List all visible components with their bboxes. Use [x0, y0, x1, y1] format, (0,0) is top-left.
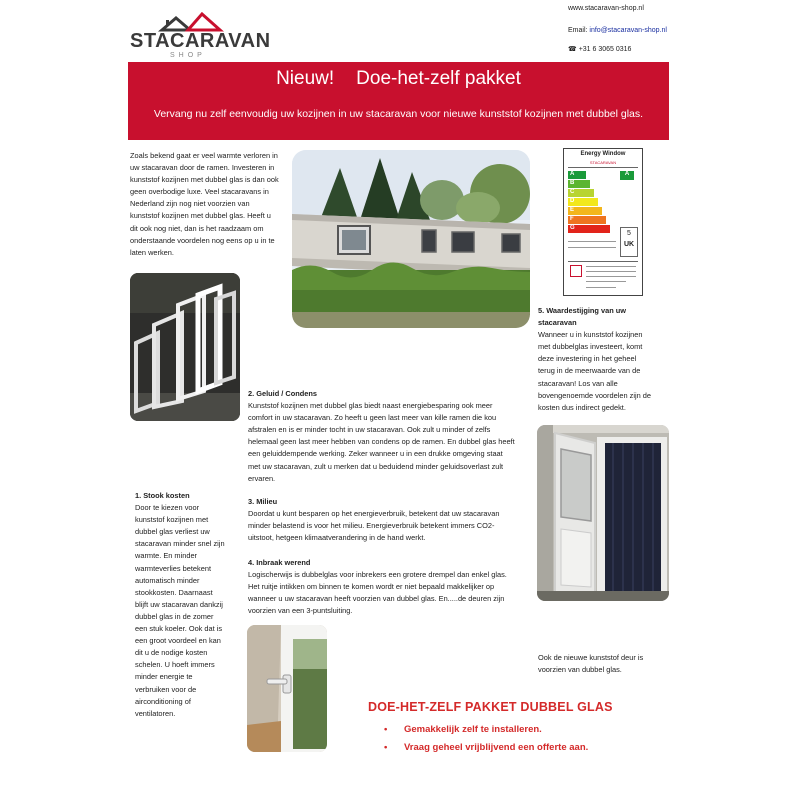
- email-label: Email:: [568, 27, 588, 34]
- section2-text: [248, 388, 530, 485]
- caravan-photo: [292, 150, 530, 328]
- roof-logo-icon: [154, 12, 226, 32]
- website-link[interactable]: www.stacaravan-shop.nl: [568, 5, 644, 12]
- fine-print-line: [568, 241, 616, 242]
- text-line: minder energie te: [135, 672, 193, 682]
- text-line: dubbel glas in de zomer: [135, 611, 214, 621]
- energy-grade-country: UK: [623, 241, 635, 248]
- banner-title-new: Nieuw!: [276, 68, 335, 89]
- text-line: met dubbelglas investeert, komt: [538, 342, 643, 352]
- energy-label-title: Energy Window: [580, 151, 626, 157]
- text-line: dubbel glas verliest uw: [135, 527, 210, 537]
- text-line: Doordat u kunt besparen op het energieverbruik, betekent dat uw stacaravan: [248, 509, 500, 519]
- fine-print-line: [568, 247, 616, 248]
- text-line: een geluiddempende werking. Zeker wanneer u in een drukke omgeving staat: [248, 449, 503, 459]
- text-line: stookkosten. Daarnaast: [135, 587, 213, 597]
- energy-class-bar: C: [568, 189, 594, 197]
- text-line: automatisch minder: [135, 575, 200, 585]
- text-line: Zoals bekend gaat er veel warmte verloren in: [130, 151, 278, 160]
- banner-subtitle: Vervang nu zelf eenvoudig uw kozijnen in uw stacaravan voor nieuwe kunststof kozijnen met dubbel glas.: [153, 108, 644, 120]
- text-line: kunststof kozijnen met dubbel glas. Heeft u: [130, 211, 271, 221]
- window-frames-photo: [130, 273, 240, 421]
- text-line: kunststof kozijnen met dubbel glas is dan ook: [130, 175, 279, 185]
- section5-text: [538, 305, 668, 414]
- banner-title: [128, 68, 669, 90]
- door-caption: [538, 652, 668, 676]
- energy-label-logo: STACARAVAN: [589, 160, 617, 165]
- text-line: verbruiken voor de: [135, 684, 197, 694]
- text-line: afstralen en is er minder tocht in uw stacaravan. Ook zult u minder of zelfs: [248, 425, 491, 435]
- energy-grade-value: 5: [627, 230, 631, 237]
- phone-line: [568, 45, 631, 53]
- fine-print-line: [586, 287, 616, 288]
- section5-heading: 5. Waardestijging van uw: [538, 306, 627, 315]
- text-line: uw stacaravan door de ramen. Investeren in: [130, 163, 275, 173]
- text-line: helemaal geen last meer hebben van condens op de ramen. En dubbel glas heeft: [248, 437, 515, 447]
- bullet-text: Gemakkelijk zelf te installeren.: [404, 724, 542, 735]
- text-line: schelen. U hoeft immers: [135, 660, 215, 670]
- text-line: Ook de nieuwe kunststof deur is: [538, 653, 644, 662]
- energy-rating-arrow: A: [620, 171, 634, 180]
- bullet-item: [384, 724, 542, 735]
- text-line: laten werken.: [130, 247, 174, 257]
- energy-class-bar: A: [568, 171, 586, 179]
- phone-number[interactable]: +31 6 3065 0316: [578, 46, 632, 53]
- section5-heading: stacaravan: [538, 318, 577, 328]
- certification-mark: [570, 265, 582, 277]
- fine-print-line: [586, 271, 636, 272]
- bullet-text: Vraag geheel vrijblijvend een offerte aan.: [404, 742, 589, 753]
- energy-grade-box: [620, 227, 638, 257]
- text-line: stacaravan! Los van alle: [538, 378, 618, 388]
- text-line: dit u de nodige kosten: [135, 648, 208, 658]
- text-line: Kunststof kozijnen met dubbel glas biedt naast energiebesparing ook meer: [248, 401, 493, 411]
- text-line: kunststof kozijnen met: [135, 515, 209, 525]
- text-line: ervaren.: [248, 473, 276, 483]
- logo-subtext: SHOP: [170, 52, 206, 59]
- section3-text: [248, 496, 530, 544]
- text-line: met uw stacaravan, zult u merken dat u beduidend minder geluidsoverlast zult: [248, 461, 504, 471]
- email-link[interactable]: info@stacaravan-shop.nl: [589, 27, 667, 34]
- text-line: minder belastend is voor het milieu. Energieverbruik betekent immers CO2-: [248, 521, 495, 531]
- section4-text: [248, 557, 530, 617]
- text-line: voorzien van een 3-puntsluiting.: [248, 606, 353, 616]
- text-line: wanneer u uw stacaravan heeft voorzien van dubbel glas. En.....de deuren zijn: [248, 594, 505, 604]
- energy-class-bar: B: [568, 180, 590, 188]
- bullet-item: [384, 742, 588, 753]
- text-line: een groot voordeel en kan: [135, 636, 221, 646]
- banner-title-package: Doe-het-zelf pakket: [356, 68, 521, 89]
- text-line: kosten dus indirect gedekt.: [538, 402, 626, 412]
- text-line: comfort in uw stacaravan. Zo heeft u geen last meer van kille ramen die kou: [248, 413, 497, 423]
- text-line: terug in de meerwaarde van de: [538, 366, 641, 376]
- red-banner: [128, 62, 669, 140]
- fine-print-line: [586, 276, 636, 277]
- bullet-icon: •: [384, 742, 388, 753]
- text-line: uitstoot, hetgeen klimaatverandering in de hand werkt.: [248, 533, 426, 543]
- text-line: stacaravan minder snel zijn: [135, 539, 225, 549]
- energy-class-bar: E: [568, 207, 602, 215]
- text-line: blijft uw stacaravan dankzij: [135, 599, 223, 609]
- text-line: Wanneer u in kunststof kozijnen: [538, 330, 643, 340]
- energy-class-bar: G: [568, 225, 610, 233]
- logo-text: STACARAVAN: [130, 30, 271, 52]
- energy-label: [563, 148, 643, 296]
- diy-package-title: DOE-HET-ZELF PAKKET DUBBEL GLAS: [368, 700, 613, 714]
- intro-text: [130, 150, 290, 259]
- text-line: onderstaande voordelen nog eens op u in te: [130, 235, 275, 245]
- energy-class-bar: D: [568, 198, 598, 206]
- text-line: bovengenoemde voordelen zijn de: [538, 390, 651, 400]
- section3-heading: 3. Milieu: [248, 497, 278, 506]
- text-line: Het ruitje intikken om binnen te komen wordt er niet bepaald makkelijker op: [248, 582, 495, 592]
- text-line: ventilatoren.: [135, 708, 176, 718]
- divider: [568, 167, 638, 168]
- text-line: Nederland zijn nog niet voorzien van: [130, 199, 250, 209]
- door-photo: [537, 425, 669, 601]
- fine-print-line: [586, 281, 626, 282]
- text-line: dit ook nog niet, dan is het raadzaam om: [130, 223, 264, 233]
- phone-icon: ☎: [568, 46, 577, 53]
- text-line: geen overbodige luxe. Veel stacaravans in: [130, 187, 269, 197]
- email-line: [568, 27, 667, 34]
- text-line: Logischerwijs is dubbelglas voor inbrekers een grotere drempel dan enkel glas.: [248, 570, 507, 580]
- bullet-icon: •: [384, 724, 388, 735]
- fine-print-line: [586, 266, 636, 267]
- section4-heading: 4. Inbraak werend: [248, 558, 311, 567]
- section2-heading: 2. Geluid / Condens: [248, 389, 317, 398]
- text-line: warmteverlies betekent: [135, 563, 211, 573]
- text-line: airconditioning of: [135, 696, 191, 706]
- text-line: deze investering in het geheel: [538, 354, 637, 364]
- text-line: warmte. En minder: [135, 551, 198, 561]
- window-handle-photo: [247, 625, 327, 752]
- energy-scale: [568, 171, 614, 234]
- logo: [130, 12, 271, 60]
- energy-class-bar: F: [568, 216, 606, 224]
- section1-heading: 1. Stook kosten: [135, 491, 190, 500]
- text-line: voorzien van dubbel glas.: [538, 665, 622, 675]
- text-line: Door te kiezen voor: [135, 503, 200, 513]
- divider: [568, 261, 638, 262]
- text-line: een stuk koeler. Ook dat is: [135, 624, 223, 634]
- section1-text: [135, 490, 247, 720]
